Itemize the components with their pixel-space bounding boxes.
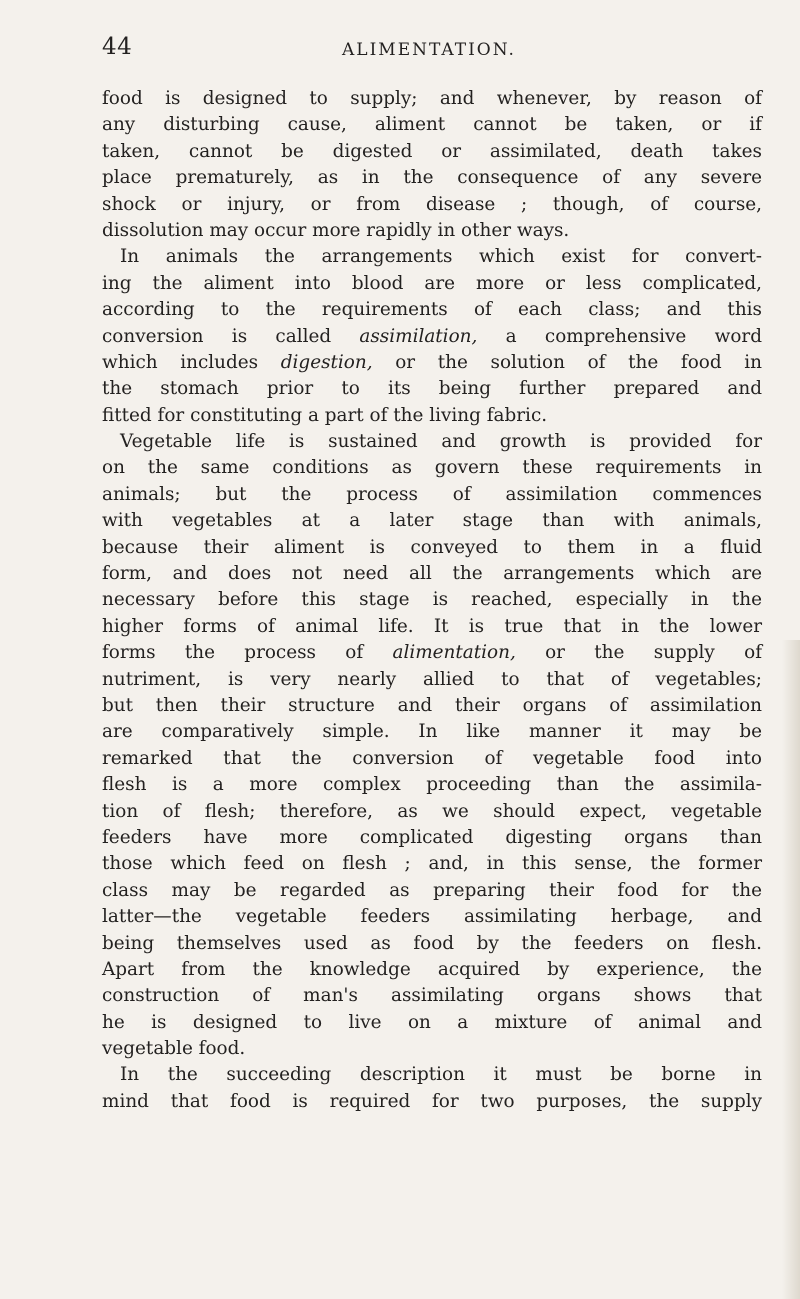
- text-segment: are comparatively simple. In like manner it may be: [102, 721, 762, 743]
- text-segment: place prematurely, as in the consequence of any severe: [102, 167, 762, 189]
- text-segment: In animals the arrangements which exist for convert-: [120, 246, 762, 268]
- text-line: [102, 192, 762, 218]
- text-line: [102, 271, 762, 297]
- text-line: [102, 86, 762, 112]
- text-segment: those which feed on flesh ; and, in this sense, the former: [102, 853, 762, 875]
- text-line: [102, 957, 762, 983]
- text-line: [102, 350, 762, 376]
- text-segment: ing the aliment into blood are more or less complicated,: [102, 272, 762, 294]
- page-header: [0, 34, 800, 74]
- text-line: [102, 667, 762, 693]
- text-line: [102, 1036, 762, 1062]
- text-segment: Apart from the knowledge acquired by experience, the: [102, 958, 762, 980]
- text-line: [102, 165, 762, 191]
- text-line: [102, 825, 762, 851]
- text-segment: but then their structure and their organs of assimilation: [102, 694, 762, 716]
- text-line: [102, 904, 762, 930]
- text-segment: or the solution of the food in: [372, 351, 762, 373]
- text-segment: according to the requirements of each class; and this: [102, 299, 762, 321]
- text-line: [102, 614, 762, 640]
- text-segment: feeders have more complicated digesting organs than: [102, 826, 762, 848]
- text-line: [102, 112, 762, 138]
- text-segment: taken, cannot be digested or assimilated, death takes: [102, 140, 762, 162]
- text-line: [102, 535, 762, 561]
- text-segment: any disturbing cause, aliment cannot be taken, or if: [102, 114, 762, 136]
- text-line: [102, 218, 762, 244]
- text-segment: vegetable food.: [102, 1038, 246, 1060]
- text-segment: being themselves used as food by the feeders on flesh.: [102, 932, 762, 954]
- text-segment: form, and does not need all the arrangements which are: [102, 563, 762, 585]
- text-segment: fitted for constituting a part of the living fabric.: [102, 404, 548, 426]
- text-segment: latter—the vegetable feeders assimilating herbage, and: [102, 906, 762, 928]
- text-segment: construction of man's assimilating organs shows that: [102, 985, 762, 1007]
- text-segment: because their aliment is conveyed to them in a fluid: [102, 536, 762, 558]
- text-segment: forms the process of: [102, 642, 393, 664]
- text-segment: animals; but the process of assimilation commences: [102, 483, 762, 505]
- text-line: [102, 429, 762, 455]
- text-segment: with vegetables at a later stage than with animals,: [102, 510, 762, 532]
- page-edge-shadow: [782, 640, 800, 1299]
- text-segment: which includes: [102, 351, 281, 373]
- text-line: [102, 851, 762, 877]
- text-line: [102, 1089, 762, 1115]
- text-line: [102, 983, 762, 1009]
- text-line: [102, 693, 762, 719]
- text-line: [102, 587, 762, 613]
- text-segment: remarked that the conversion of vegetable food into: [102, 747, 762, 769]
- text-line: [102, 297, 762, 323]
- text-line: [102, 139, 762, 165]
- italic-term: assimilation,: [359, 325, 478, 347]
- body-text: [102, 86, 762, 1115]
- text-segment: a comprehensive word: [477, 325, 762, 347]
- text-line: [102, 799, 762, 825]
- text-segment: tion of flesh; therefore, as we should expect, vegetable: [102, 800, 762, 822]
- text-line: [102, 403, 762, 429]
- text-line: [102, 746, 762, 772]
- text-segment: nutriment, is very nearly allied to that of vegetables;: [102, 668, 762, 690]
- text-segment: the stomach prior to its being further prepared and: [102, 378, 762, 400]
- text-line: [102, 324, 762, 350]
- running-head: ALIMENTATION.: [342, 40, 516, 60]
- text-line: [102, 376, 762, 402]
- text-segment: on the same conditions as govern these requirements in: [102, 457, 762, 479]
- text-segment: mind that food is required for two purposes, the supply: [102, 1090, 762, 1112]
- text-line: [102, 878, 762, 904]
- text-line: [102, 640, 762, 666]
- page-number: 44: [102, 34, 133, 60]
- text-line: [102, 1062, 762, 1088]
- text-line: [102, 508, 762, 534]
- text-line: [102, 719, 762, 745]
- italic-term: digestion,: [280, 351, 373, 373]
- text-line: [102, 931, 762, 957]
- text-segment: dissolution may occur more rapidly in other ways.: [102, 219, 570, 241]
- text-line: [102, 455, 762, 481]
- italic-term: alimentation,: [392, 642, 516, 664]
- text-line: [102, 1010, 762, 1036]
- text-segment: he is designed to live on a mixture of animal and: [102, 1011, 762, 1033]
- text-segment: conversion is called: [102, 325, 360, 347]
- text-segment: shock or injury, or from disease ; though, of course,: [102, 193, 762, 215]
- text-line: [102, 561, 762, 587]
- text-segment: In the succeeding description it must be borne in: [120, 1064, 762, 1086]
- text-line: [102, 244, 762, 270]
- text-segment: food is designed to supply; and whenever, by reason of: [102, 88, 762, 109]
- text-segment: or the supply of: [515, 642, 763, 664]
- text-line: [102, 772, 762, 798]
- text-segment: higher forms of animal life. It is true that in the lower: [102, 615, 762, 637]
- text-line: [102, 482, 762, 508]
- text-segment: class may be regarded as preparing their food for the: [102, 879, 762, 901]
- text-segment: necessary before this stage is reached, especially in the: [102, 589, 762, 611]
- text-segment: flesh is a more complex proceeding than the assimila-: [102, 774, 762, 796]
- text-segment: Vegetable life is sustained and growth is provided for: [120, 431, 762, 453]
